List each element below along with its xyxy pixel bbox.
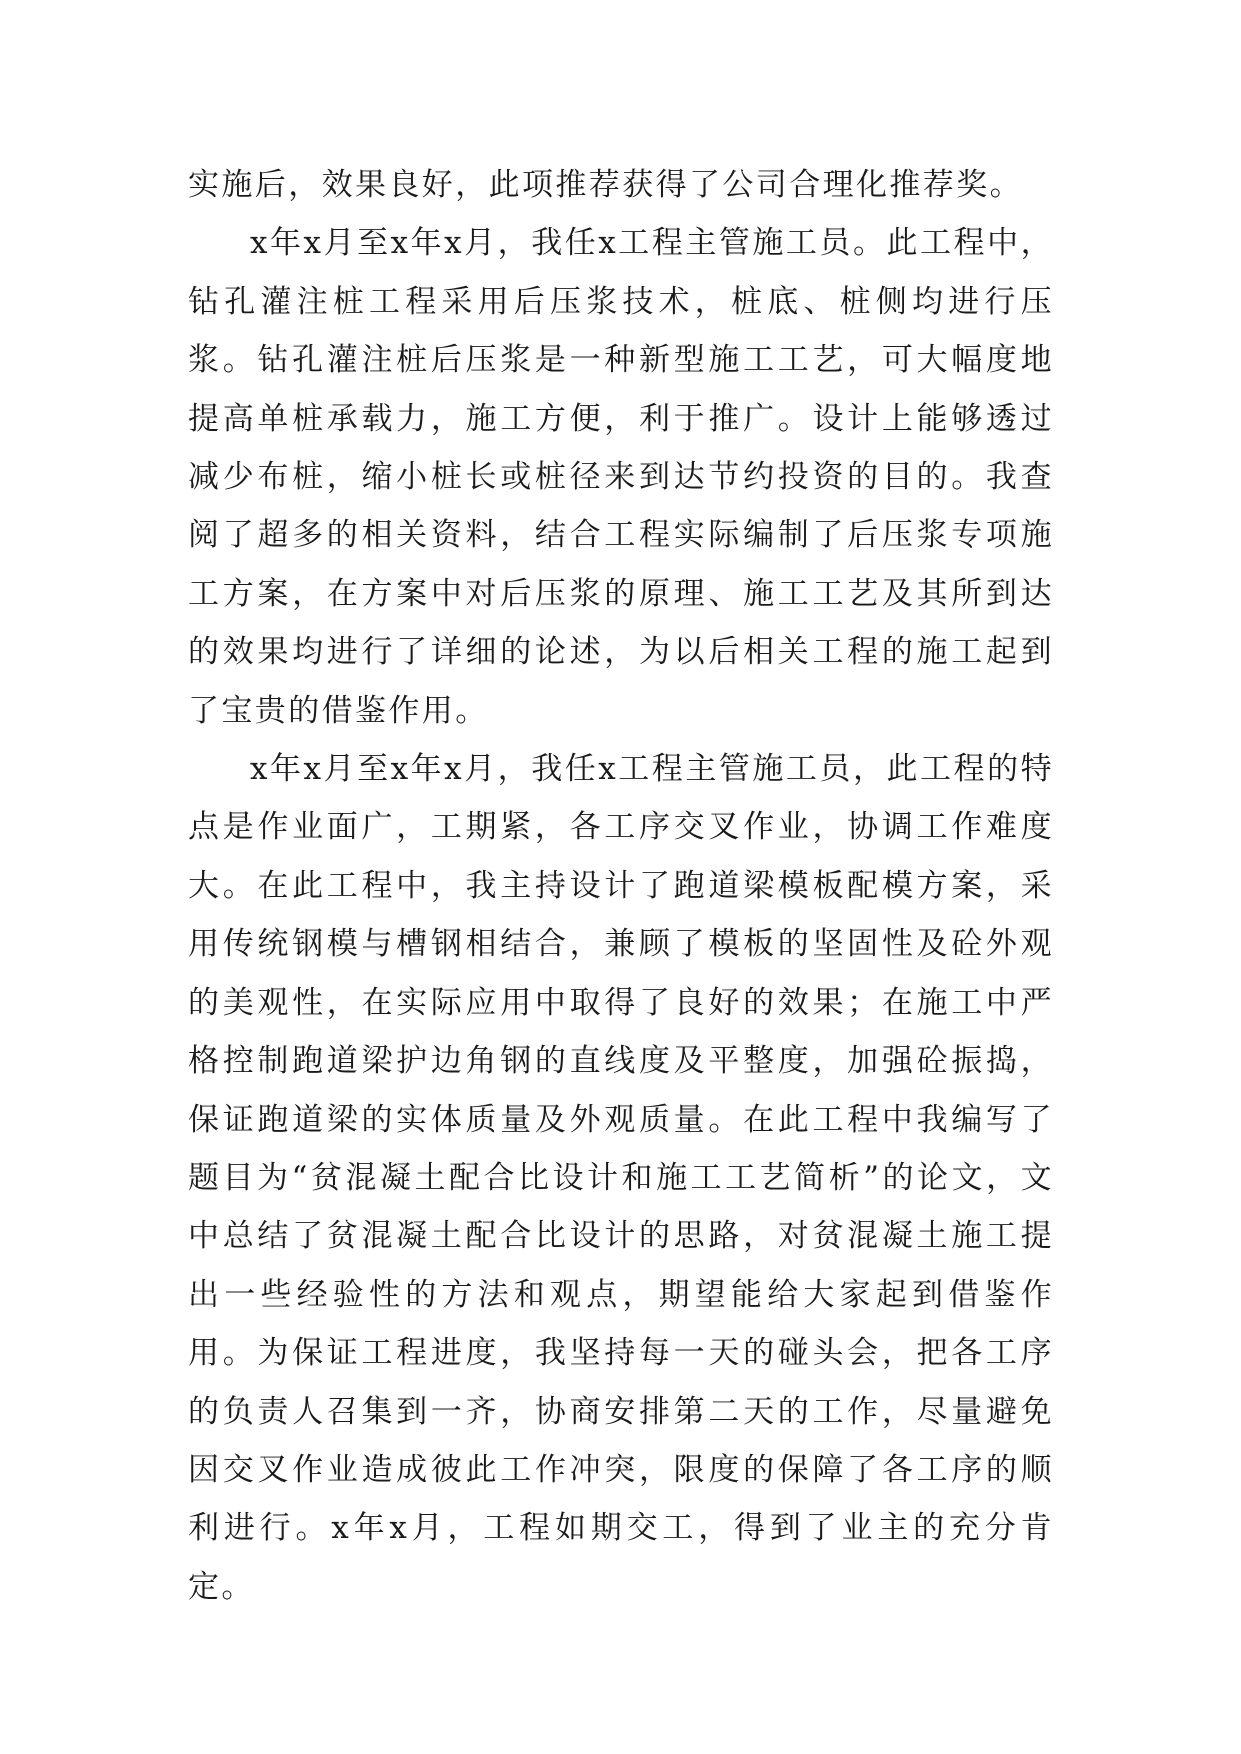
paragraph-pile-grouting-project: x年x月至x年x月，我任x工程主管施工员。此工程中，钻孔灌注桩工程采用后压浆技术，桩底、桩侧均进行压浆。钻孔灌注桩后压浆是一种新型施工工艺，可大幅度地提高单桩承载力，施工方便，利于推广。设计上能够透过减少布桩，缩小桩长或桩径来到达节约投资的目的。我查阅了超多的相关资料，结合工程实际编制了后压浆专项施工方案，在方案中对后压浆的原理、施工工艺及其所到达的效果均进行了详细的论述，为以后相关工程的施工起到了宝贵的借鉴作用。 — [188, 225, 1054, 729]
document-body — [188, 156, 1054, 1616]
paragraph-runway-beam-project: x年x月至x年x月，我任x工程主管施工员，此工程的特点是作业面广，工期紧，各工序交叉作业，协调工作难度大。在此工程中，我主持设计了跑道梁模板配模方案，采用传统钢模与槽钢相结合，兼顾了模板的坚固性及砼外观的美观性，在实际应用中取得了良好的效果；在施工中严格控制跑道梁护边角钢的直线度及平整度，加强砼振捣，保证跑道梁的实体质量及外观质量。在此工程中我编写了题目为“贫混凝土配合比设计和施工工艺简析”的论文，文中总结了贫混凝土配合比设计的思路，对贫混凝土施工提出一些经验性的方法和观点，期望能给大家起到借鉴作用。为保证工程进度，我坚持每一天的碰头会，把各工序的负责人召集到一齐，协商安排第二天的工作，尽量避免因交叉作业造成彼此工作冲突，限度的保障了各工序的顺利进行。x年x月，工程如期交工，得到了业主的充分肯定。 — [188, 751, 1054, 1605]
paragraph-continuation: 实施后，效果良好，此项推荐获得了公司合理化推荐奖。 — [188, 167, 1023, 203]
